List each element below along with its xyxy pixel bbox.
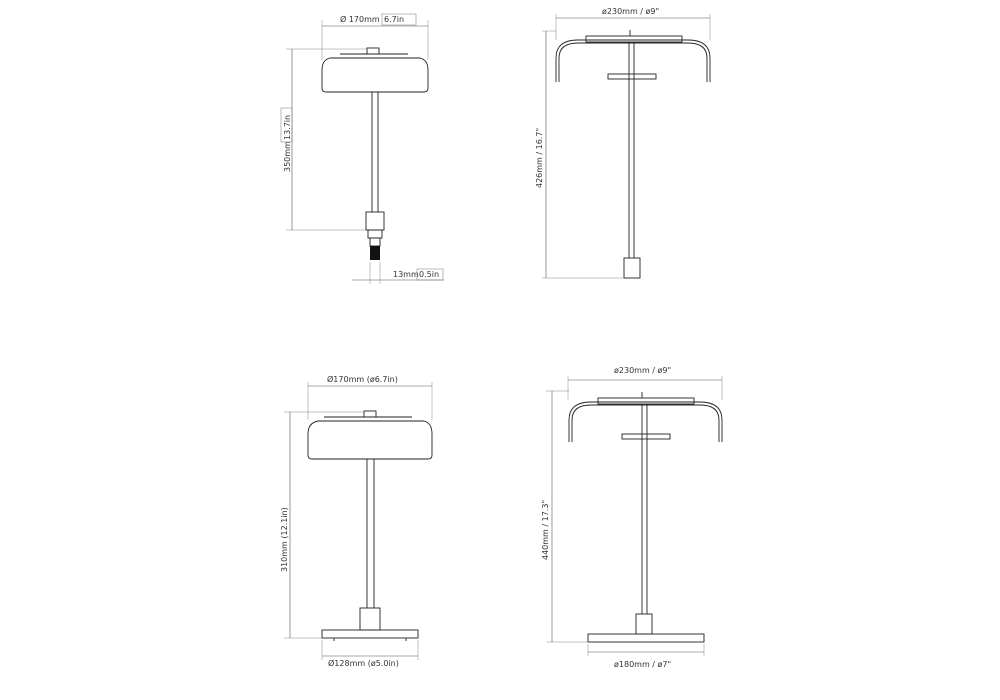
top-cap xyxy=(367,48,379,54)
height-label: 350mm xyxy=(283,141,292,172)
lamp-shade-inner xyxy=(572,405,719,442)
lamp-drawing-table-small xyxy=(280,374,432,668)
height-label: 310mm (12.1in) xyxy=(280,507,289,572)
light-disc xyxy=(622,434,670,439)
pin-base xyxy=(624,258,640,278)
base-collar xyxy=(360,608,380,630)
light-disc xyxy=(608,74,656,79)
pin-imperial-label: 0.5in xyxy=(419,270,440,279)
lamp-shade xyxy=(322,58,428,92)
lamp-base xyxy=(322,630,418,638)
connector-block xyxy=(366,212,384,230)
diameter-label: ø230mm / ø9" xyxy=(602,7,660,16)
lamp-drawing-pin-mount xyxy=(281,14,444,284)
base-collar xyxy=(636,614,652,634)
diameter-imperial-label: 6.7in xyxy=(384,15,405,24)
connector-ring xyxy=(368,230,382,238)
lamp-shade xyxy=(556,40,710,82)
diameter-label: ø230mm / ø9" xyxy=(614,366,672,375)
lamp-shade xyxy=(569,402,722,442)
base-label: Ø128mm (ø5.0in) xyxy=(328,659,399,668)
pin-plug xyxy=(370,246,380,260)
lamp-drawing-large-pin xyxy=(535,7,710,278)
height-label: 426mm / 16.7" xyxy=(535,127,544,188)
height-imperial-label: 13.7in xyxy=(283,114,292,140)
top-diffuser xyxy=(598,398,694,404)
lamp-drawing-table-large xyxy=(541,366,722,669)
diameter-label: Ø170mm (ø6.7in) xyxy=(327,375,398,384)
lamp-shade-inner xyxy=(559,43,707,82)
diameter-label: Ø 170mm xyxy=(340,15,380,24)
top-cap xyxy=(364,411,376,417)
base-label: ø180mm / ø7" xyxy=(614,660,672,669)
pin-label: 13mm xyxy=(393,270,419,279)
connector-collar xyxy=(370,238,380,246)
lamp-base xyxy=(588,634,704,642)
lamp-shade xyxy=(308,421,432,459)
top-diffuser xyxy=(586,36,682,42)
height-label: 440mm / 17.3" xyxy=(541,499,550,560)
